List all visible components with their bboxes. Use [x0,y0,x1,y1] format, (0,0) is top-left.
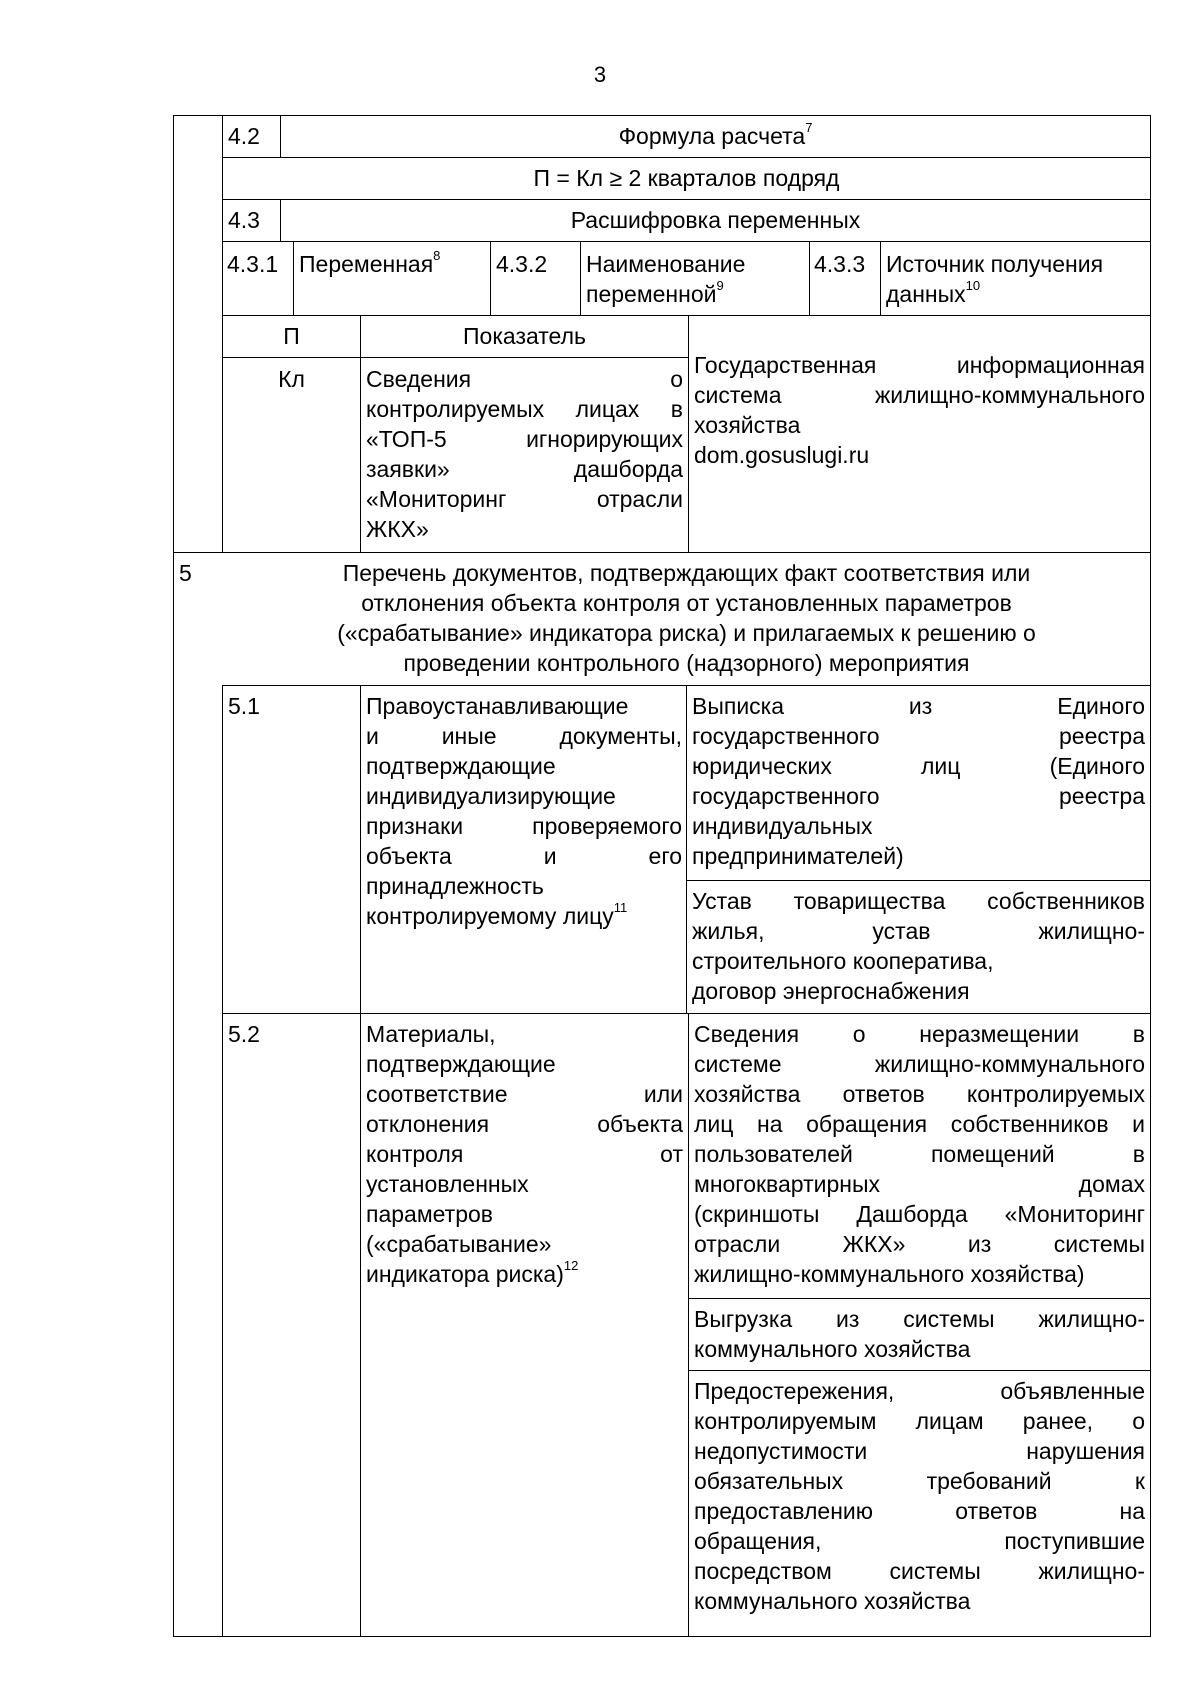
text-line: посредством системы жилищно- [694,1558,1145,1584]
footnote-ref: 7 [805,120,813,136]
footnote-ref: 10 [965,278,981,294]
variable-kl-symbol: Кл [278,366,305,392]
col-4-3-3-number: 4.3.3 [814,251,866,277]
text-line: параметров [366,1201,494,1227]
row-5-2-description [361,1019,688,1289]
row-5-1-description [361,691,687,931]
footnote-ref: 11 [613,900,628,916]
text-line: Сведения о неразмещении в [694,1021,1145,1047]
footnote-ref: 8 [433,248,441,264]
text-line: хозяйства [694,412,801,438]
row-5-1-number: 5.1 [228,693,260,719]
row-4-2-number: 4.2 [228,123,260,149]
text-line: Перечень документов, подтверждающих факт соответствия или [342,560,1031,586]
text-line: индивидуализирующие [366,783,616,809]
text-line: контролируемому лицу [366,903,614,929]
text-line: предоставлению ответов на [694,1498,1145,1524]
text-line: соответствие или [366,1081,683,1107]
text-line: жилья, устав жилищно- [692,918,1145,944]
text-line: контролируемым лицам ранее, о [694,1408,1145,1434]
text-line: индикатора риска) [366,1261,564,1287]
text-line: принадлежность [366,873,544,899]
variable-name-header-cont: переменной [586,281,717,307]
row-4-2-label [281,121,1150,151]
text-line: Предостережения, объявленные [694,1378,1145,1404]
text-line: подтверждающие [366,753,556,779]
row-5-1-document-2 [687,886,1150,1006]
text-line: Государственная информационная [694,352,1145,378]
text-line: «Мониторинг отрасли [366,486,683,512]
text-line: хозяйства ответов контролируемых [694,1081,1145,1107]
text-line: контролируемых лицах в [366,396,683,422]
source-url: dom.gosuslugi.ru [694,442,870,468]
text-line: обязательных требований к [694,1468,1145,1494]
text-line: контроля от [366,1141,683,1167]
row-4-3-label: Расшифровка переменных [570,207,861,233]
text-line: отклонения объекта [366,1111,683,1137]
page-number: 3 [593,62,607,87]
row-5-title [223,558,1150,678]
text-line: (скриншоты Дашборда «Мониторинг [694,1201,1145,1227]
text-line: («срабатывание» [366,1231,552,1257]
variable-data-source [689,350,1150,470]
variable-p-symbol: П [283,323,300,349]
variable-kl-name [361,364,688,544]
text-line: многоквартирных домах [694,1171,1145,1197]
text-line: отклонения объекта контроля от установленных параметров [361,590,1012,616]
text-line: установленных [366,1171,529,1197]
text-line: Материалы, [366,1021,496,1047]
text-line: государственного реестра [692,723,1145,749]
text-line: («срабатывание» индикатора риска) и прилагаемых к решению о [337,620,1036,646]
text-line: заявки» дашборда [366,456,683,482]
row-5-number: 5 [179,560,192,586]
footnote-ref: 9 [716,278,724,294]
text-line: системе жилищно-коммунального [694,1051,1145,1077]
text-line: ЖКХ» [366,516,429,542]
formula-label: Формула расчета [618,123,806,149]
data-source-header-cont: данных [886,281,966,307]
text-line: обращения, поступившие [694,1528,1145,1554]
text-line: жилищно-коммунального хозяйства) [694,1261,1085,1287]
text-line: договор энергоснабжения [692,978,970,1004]
text-line: признаки проверяемого [366,813,682,839]
text-line: Сведения о [366,366,683,392]
col-4-3-3-label [881,249,1150,309]
text-line: подтверждающие [366,1051,556,1077]
col-4-3-2-number: 4.3.2 [496,251,548,277]
variable-name-header: Наименование [586,251,746,277]
text-line: государственного реестра [692,783,1145,809]
text-line: индивидуальных [692,813,873,839]
text-line: юридических лиц (Единого [692,753,1145,779]
row-4-3-number: 4.3 [228,207,260,233]
col-4-3-2-label [581,249,809,309]
text-line: «ТОП-5 игнорирующих [366,426,683,452]
text-line: Устав товарищества собственников [692,888,1145,914]
text-line: объекта и его [366,843,682,869]
text-line: лиц на обращения собственников и [694,1111,1145,1137]
text-line: система жилищно-коммунального [694,382,1145,408]
text-line: строительного кооператива, [692,948,994,974]
row-5-2-number: 5.2 [228,1021,260,1047]
text-line: проведении контрольного (надзорного) мероприятия [403,650,970,676]
text-line: Выписка из Единого [692,693,1145,719]
variable-p-name: Показатель [463,323,586,349]
text-line: коммунального хозяйства [694,1336,971,1362]
text-line: предпринимателей) [692,843,904,869]
footnote-ref: 12 [563,1258,579,1274]
row-5-2-document-3 [689,1376,1150,1616]
formula-text: П = Кл ≥ 2 кварталов подряд [533,165,840,191]
col-4-3-1-label [294,249,490,279]
row-5-2-document-1 [689,1019,1150,1289]
text-line: и иные документы, [366,723,682,749]
data-source-header: Источник получения [886,251,1104,277]
text-line: пользователей помещений в [694,1141,1145,1167]
col-4-3-1-number: 4.3.1 [227,251,279,277]
text-line: недопустимости нарушения [694,1438,1145,1464]
row-5-2-document-2 [689,1304,1150,1364]
text-line: коммунального хозяйства [694,1588,971,1614]
text-line: Выгрузка из системы жилищно- [694,1306,1145,1332]
text-line: отрасли ЖКХ» из системы [694,1231,1145,1257]
text-line: Правоустанавливающие [366,693,629,719]
row-5-1-document-1 [687,691,1150,871]
variable-header: Переменная [299,251,434,277]
